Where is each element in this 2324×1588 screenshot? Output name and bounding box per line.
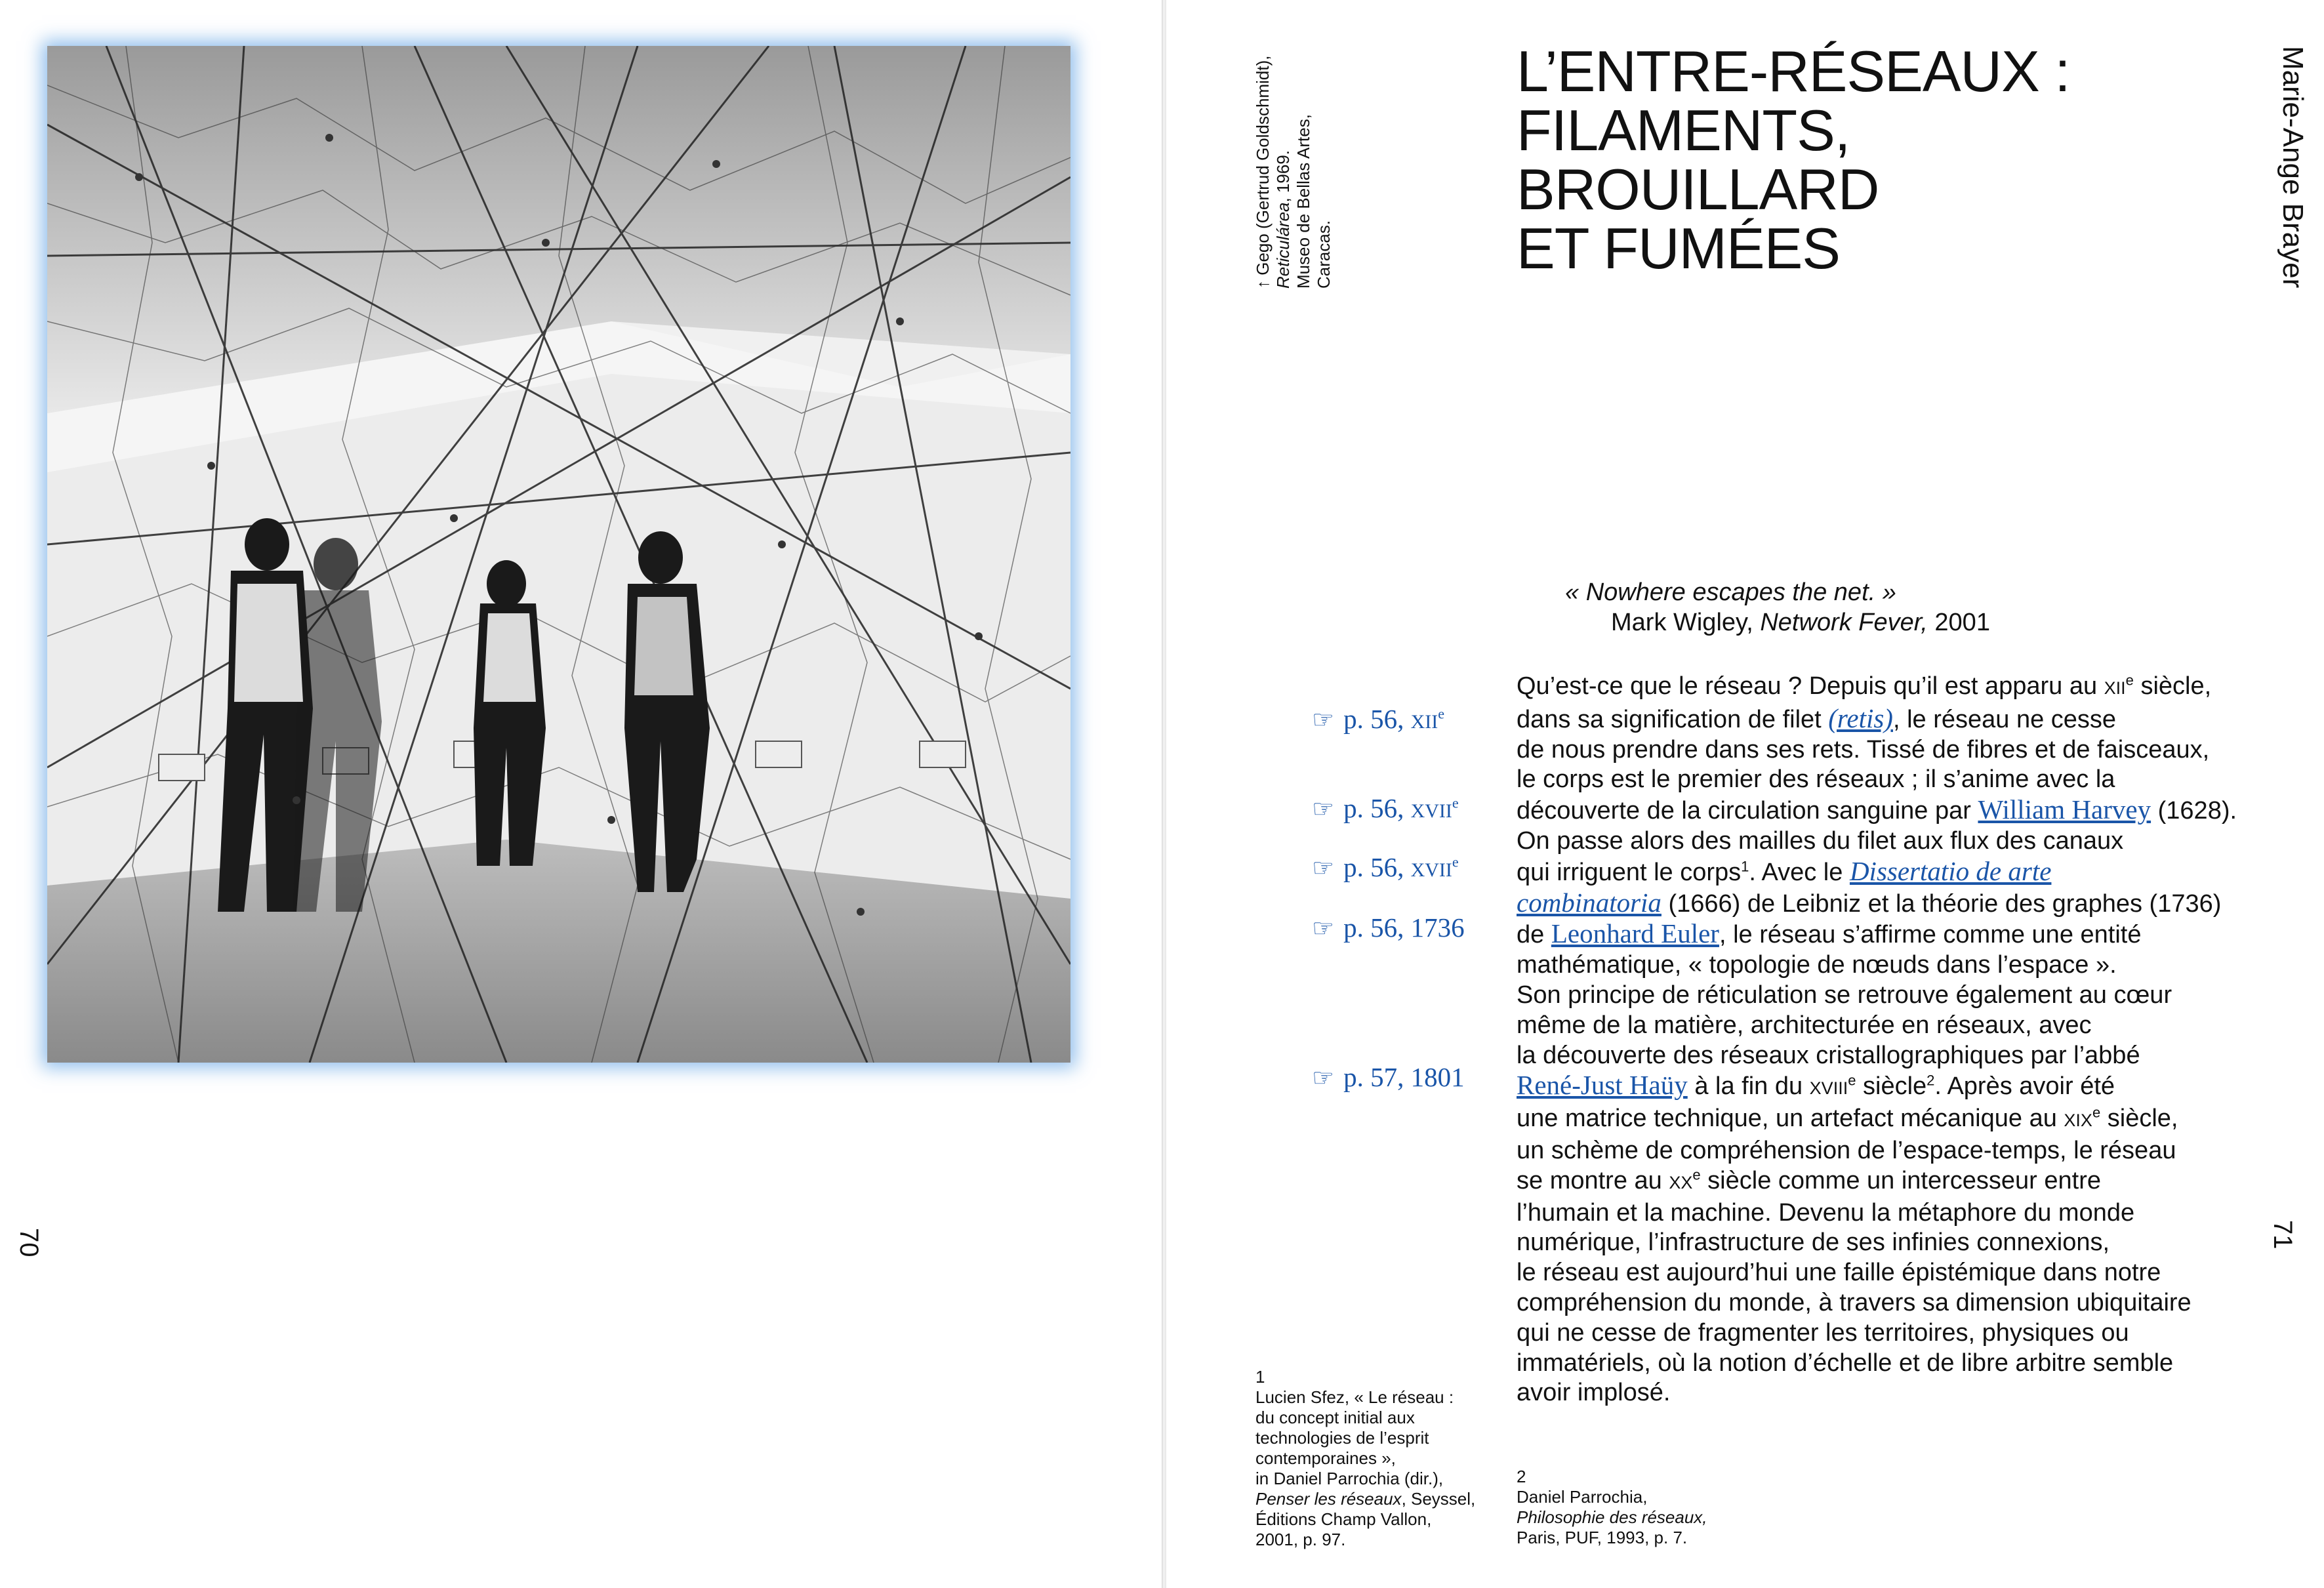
epigraph-source [1565, 607, 1990, 638]
caption-year: , 1969. [1273, 150, 1293, 203]
margin-ref-sup: e [1438, 705, 1444, 722]
footnote-line: Lucien Sfez, « Le réseau : [1255, 1387, 1454, 1407]
footnote-line: Paris, PUF, 1993, p. 7. [1517, 1528, 1688, 1547]
text-run: (1666) de Leibniz et la théorie des graphes (1736) [1661, 889, 2222, 918]
body-line: mathématique, « topologie de nœuds dans l’espace ». [1517, 951, 2117, 979]
title-line: FILAMENTS, [1517, 98, 1850, 163]
century-numeral: XII [2104, 678, 2126, 698]
text-run: siècle, [2100, 1105, 2178, 1133]
footnote-text: , Seyssel, [1401, 1489, 1476, 1509]
text-run: de [1517, 921, 1551, 949]
title-line: BROUILLARD [1517, 157, 1879, 222]
century-numeral: XX [1669, 1172, 1693, 1192]
margin-ref-p56-xviie[interactable] [1312, 792, 1459, 824]
footnote-line: in Daniel Parrochia (dir.), [1255, 1469, 1444, 1488]
body-line [1517, 888, 2245, 920]
text-run: (1628). [2151, 797, 2237, 825]
epigraph-quote: « Nowhere escapes the net. » [1565, 579, 1896, 606]
text-run: dans sa signification de filet [1517, 705, 1829, 733]
superscript: e [2092, 1104, 2101, 1121]
link-dissertatio[interactable]: Dissertatio de arte [1849, 855, 2052, 886]
epigraph [1565, 577, 1990, 638]
photo-caption [1253, 39, 1334, 289]
margin-ref-text: p. 57, 1801 [1343, 1062, 1465, 1092]
epigraph-year: 2001 [1927, 609, 1990, 636]
text-run: découverte de la circulation sanguine par [1517, 797, 1978, 825]
body-line: l’humain et la machine. Devenu la métaphore du monde [1517, 1198, 2135, 1227]
margin-ref-p56-xviie-2[interactable] [1312, 851, 1459, 883]
footnote-line: Daniel Parrochia, [1517, 1487, 1648, 1507]
footnote-book-title: Philosophie des réseaux, [1517, 1507, 1707, 1527]
body-line: même de la matière, architecturée en réseaux, avec [1517, 1011, 2092, 1039]
pointing-hand-icon: ☞ [1312, 1065, 1335, 1092]
text-run: siècle [1856, 1072, 1927, 1101]
pointing-hand-icon: ☞ [1312, 855, 1335, 882]
epigraph-work: Network Fever, [1760, 609, 1928, 636]
body-line [1517, 857, 2245, 888]
body-line [1517, 919, 2245, 950]
caption-line: Caracas. [1314, 220, 1334, 289]
title-line: ET FUMÉES [1517, 216, 1841, 281]
body-paragraph [1517, 672, 2245, 1408]
footnote-line [1255, 1489, 1475, 1509]
body-line [1517, 795, 2245, 826]
text-run: qui irriguent le corps [1517, 858, 1742, 886]
body-line: le réseau est aujourd’hui une faille épistémique dans notre [1517, 1259, 2161, 1287]
margin-ref-p56-xiie[interactable] [1312, 703, 1444, 735]
footnote-line: contemporaines », [1255, 1448, 1396, 1468]
text-run: . Avec le [1749, 858, 1850, 886]
body-line: avoir implosé. [1517, 1379, 1671, 1407]
installation-photo-graphic [47, 46, 1070, 1063]
body-line [1517, 1166, 2245, 1198]
footnote-number: 1 [1255, 1367, 1265, 1387]
margin-ref-text: p. 56, [1343, 852, 1411, 882]
margin-ref-text: p. 56, 1736 [1343, 912, 1465, 943]
text-run: à la fin du [1687, 1072, 1810, 1101]
margin-ref-sup: e [1452, 853, 1459, 870]
title-line: L’ENTRE-RÉSEAUX : [1517, 39, 2070, 104]
footnote-line: du concept initial aux [1255, 1408, 1415, 1427]
body-line: un schème de compréhension de l’espace-temps, le réseau [1517, 1136, 2176, 1164]
body-line: le corps est le premier des réseaux ; il s’anime avec la [1517, 765, 2115, 794]
body-line: immatériels, où la notion d’échelle et de libre arbitre semble [1517, 1349, 2174, 1377]
link-retis[interactable]: (retis) [1828, 702, 1893, 733]
superscript: e [1848, 1072, 1856, 1089]
text-run: Qu’est-ce que le réseau ? Depuis qu’il est apparu au [1517, 672, 2104, 700]
body-line: Son principe de réticulation se retrouve également au cœur [1517, 981, 2172, 1009]
chapter-title [1517, 39, 2070, 281]
link-leonhard-euler[interactable]: Leonhard Euler [1551, 918, 1719, 949]
caption-line: Museo de Bellas Artes, [1294, 114, 1313, 289]
footnote-2 [1517, 1467, 1707, 1548]
body-line: de nous prendre dans ses rets. Tissé de fibres et de faisceaux, [1517, 735, 2210, 763]
margin-ref-century: XII [1410, 711, 1438, 733]
margin-ref-century: XVII [1410, 859, 1452, 881]
reticularea-photo [47, 46, 1070, 1063]
body-line [1517, 704, 2245, 735]
caption-line: ↑ Gego (Gertrud Goldschmidt), [1253, 55, 1273, 289]
body-line: qui ne cesse de fragmenter les territoires, physiques ou [1517, 1318, 2129, 1347]
link-william-harvey[interactable]: William Harvey [1978, 794, 2151, 825]
pointing-hand-icon: ☞ [1312, 915, 1335, 943]
body-line: On passe alors des mailles du filet aux flux des canaux [1517, 826, 2124, 855]
body-line [1517, 1104, 2245, 1136]
body-line [1517, 672, 2245, 704]
caption-artwork-title: Reticulárea [1273, 202, 1293, 289]
text-run: , le réseau s’affirme comme une entité [1719, 921, 2142, 949]
superscript: e [2125, 672, 2134, 689]
margin-ref-century: XVII [1410, 800, 1452, 822]
century-numeral: XIX [2064, 1110, 2092, 1131]
page-number-right: 71 [2268, 1220, 2297, 1250]
footnote-1 [1255, 1367, 1475, 1550]
text-run: une matrice technique, un artefact mécanique au [1517, 1105, 2064, 1133]
pointing-hand-icon: ☞ [1312, 796, 1335, 823]
footnote-book-title: Penser les réseaux [1255, 1489, 1402, 1509]
text-run: se montre au [1517, 1166, 1669, 1194]
margin-ref-p56-1736[interactable] [1312, 912, 1465, 943]
superscript: e [1692, 1166, 1701, 1183]
link-combinatoria[interactable]: combinatoria [1517, 887, 1661, 918]
margin-ref-text: p. 56, [1343, 793, 1411, 823]
body-line: compréhension du monde, à travers sa dimension ubiquitaire [1517, 1288, 2191, 1316]
footnote-line: technologies de l’esprit [1255, 1428, 1429, 1448]
century-numeral: XVIII [1809, 1078, 1848, 1099]
footnote-marker[interactable]: 1 [1741, 858, 1749, 875]
margin-ref-p57-1801[interactable] [1312, 1061, 1465, 1093]
body-line: la découverte des réseaux cristallographiques par l’abbé [1517, 1041, 2140, 1069]
margin-ref-text: p. 56, [1343, 704, 1411, 734]
caption-line [1273, 39, 1294, 289]
author-name: Marie-Ange Brayer [2277, 46, 2309, 289]
body-line: numérique, l’infrastructure de ses infinies connexions, [1517, 1229, 2110, 1257]
page-number-left: 70 [14, 1228, 43, 1257]
text-run: siècle comme un intercesseur entre [1700, 1166, 2101, 1194]
text-run: . Après avoir été [1934, 1072, 2115, 1101]
text-run: siècle, [2133, 672, 2212, 700]
footnote-marker[interactable]: 2 [1926, 1072, 1935, 1089]
footnote-line: 2001, p. 97. [1255, 1530, 1346, 1549]
text-run: , le réseau ne cesse [1892, 705, 2117, 733]
epigraph-author: Mark Wigley, [1611, 609, 1761, 636]
link-rene-just-hauy[interactable]: René-Just Haüy [1517, 1070, 1688, 1101]
margin-ref-sup: e [1452, 794, 1459, 811]
body-line [1517, 1070, 2245, 1104]
pointing-hand-icon: ☞ [1312, 706, 1335, 734]
footnote-line: Éditions Champ Vallon, [1255, 1509, 1432, 1529]
footnote-number: 2 [1517, 1467, 1526, 1486]
